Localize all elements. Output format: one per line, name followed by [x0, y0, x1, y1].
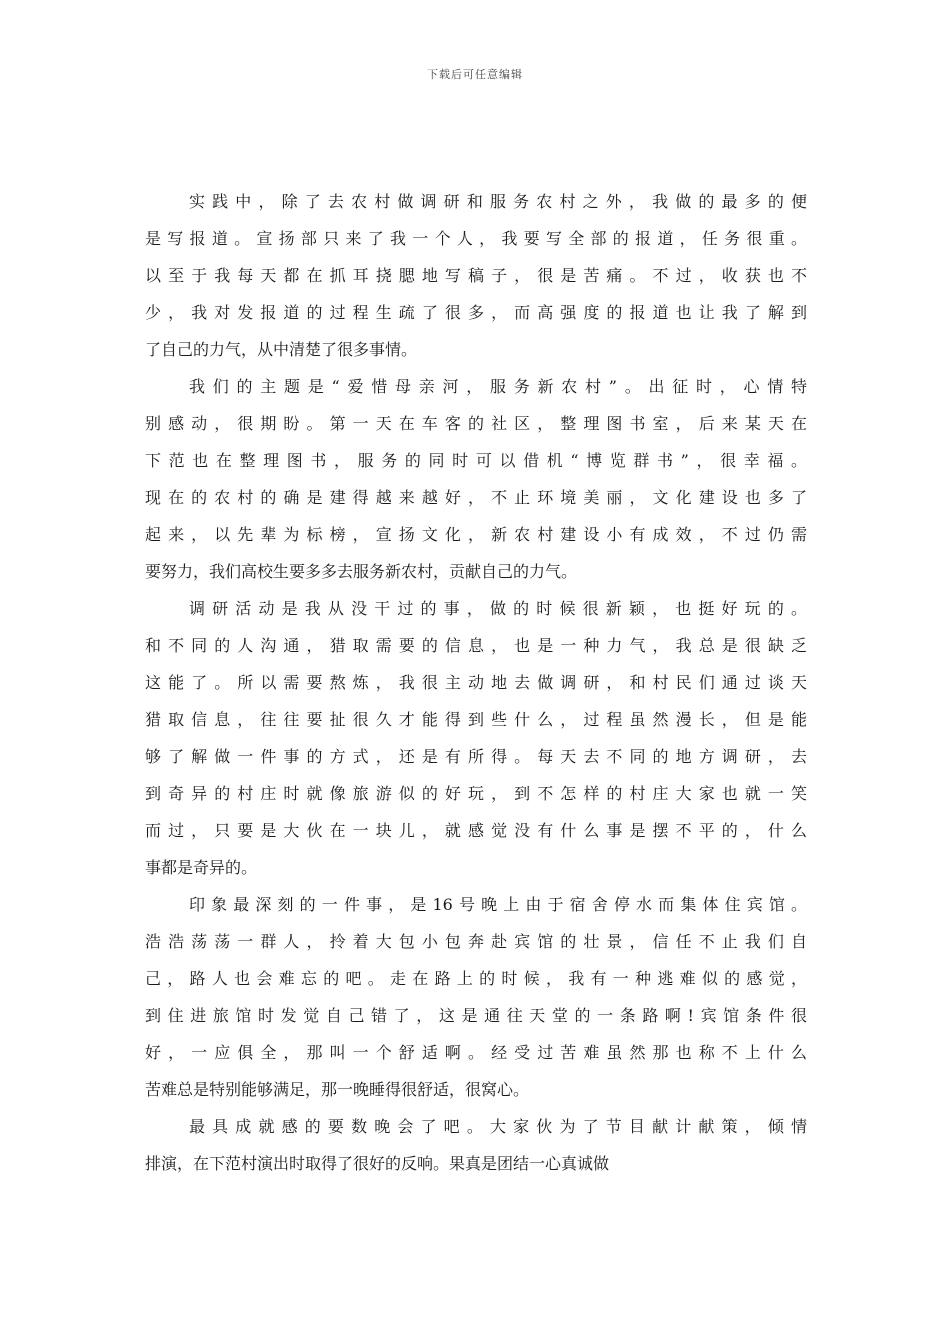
text-line: 下范也在整理图书，服务的同时可以借机“博览群书”，很幸福。: [145, 451, 807, 470]
text-line: 到奇异的村庄时就像旅游似的好玩，到不怎样的村庄大家也就一笑: [145, 784, 807, 803]
text-line: 而过，只要是大伙在一块儿，就感觉没有什么事是摆不平的，什么: [145, 821, 807, 840]
text-line: 和不同的人沟通，猎取需要的信息，也是一种力气，我总是很缺乏: [145, 636, 807, 655]
document-body: [145, 189, 807, 1188]
text-line: 是写报道。宣扬部只来了我一个人，我要写全部的报道，任务很重。: [145, 229, 807, 248]
text-line: 要努力，我们高校生要多多去服务新农村，贡献自己的力气。: [145, 562, 578, 581]
text-line: 印象最深刻的一件事，是16号晚上由于宿舍停水而集体住宾馆。: [189, 895, 807, 914]
paragraph: [145, 1114, 807, 1188]
text-line: 我们的主题是“爱惜母亲河，服务新农村”。出征时，心情特: [189, 377, 807, 396]
text-line: 现在的农村的确是建得越来越好，不止环境美丽，文化建设也多了: [145, 488, 807, 507]
text-line: 事都是奇异的。: [145, 858, 258, 877]
text-line: 别感动，很期盼。第一天在车客的社区，整理图书室，后来某天在: [145, 414, 807, 433]
text-line: 到住进旅馆时发觉自己错了，这是通往天堂的一条路啊!宾馆条件很: [145, 1006, 807, 1025]
text-line: 这能了。所以需要熬炼，我很主动地去做调研，和村民们通过谈天: [145, 673, 807, 692]
text-line: 排演，在下范村演出时取得了很好的反响。果真是团结一心真诚做: [145, 1154, 610, 1173]
text-line: 够了解做一件事的方式，还是有所得。每天去不同的地方调研，去: [145, 747, 807, 766]
paragraph: [145, 596, 807, 892]
text-line: 以至于我每天都在抓耳挠腮地写稿子，很是苦痛。不过，收获也不: [145, 266, 807, 285]
text-line: 起来，以先辈为标榜，宣扬文化，新农村建设小有成效，不过仍需: [145, 525, 807, 544]
text-line: 己，路人也会难忘的吧。走在路上的时候，我有一种逃难似的感觉，: [145, 969, 807, 988]
paragraph: [145, 189, 807, 374]
text-line: 少，我对发报道的过程生疏了很多，而高强度的报道也让我了解到: [145, 303, 807, 322]
text-line: 最具成就感的要数晚会了吧。大家伙为了节目献计献策，倾情: [189, 1117, 807, 1136]
text-line: 猎取信息，往往要扯很久才能得到些什么，过程虽然漫长，但是能: [145, 710, 807, 729]
text-line: 调研活动是我从没干过的事，做的时候很新颖，也挺好玩的。: [189, 599, 807, 618]
text-line: 苦难总是特别能够满足，那一晚睡得很舒适，很窝心。: [145, 1080, 530, 1099]
text-line: 了自己的力气，从中清楚了很多事情。: [145, 340, 418, 359]
paragraph: [145, 892, 807, 1114]
page-header-note: 下载后可任意编辑: [427, 68, 523, 81]
text-line: 浩浩荡荡一群人，拎着大包小包奔赴宾馆的壮景，信任不止我们自: [145, 932, 807, 951]
paragraph: [145, 374, 807, 596]
text-line: 实践中，除了去农村做调研和服务农村之外，我做的最多的便: [189, 192, 807, 211]
text-line: 好，一应俱全，那叫一个舒适啊。经受过苦难虽然那也称不上什么: [145, 1043, 807, 1062]
